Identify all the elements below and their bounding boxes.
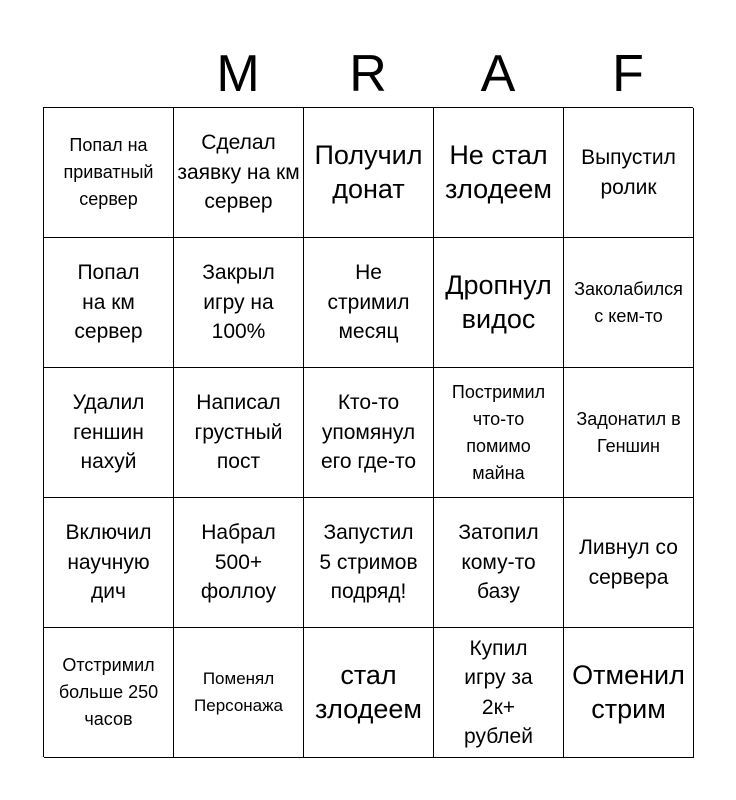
bingo-cell[interactable] <box>434 108 564 238</box>
header-letter-a: A <box>480 45 516 103</box>
cell-text: Заколабился с кем-то <box>574 278 683 326</box>
cell-text: Не стримил месяц <box>327 261 410 344</box>
bingo-cell[interactable] <box>434 368 564 498</box>
cell-text: Купил игру за 2к+ рублей <box>464 636 533 748</box>
bingo-cell[interactable] <box>434 238 564 368</box>
cell-text: Набрал 500+ фоллоу <box>200 521 277 604</box>
cell-text: Не стал злодеем <box>445 139 552 204</box>
cell-text: Отменил стрим <box>572 659 685 724</box>
bingo-cell[interactable] <box>434 498 564 628</box>
cell-text: Затопил кому-то базу <box>458 521 539 604</box>
header-letter-f: F <box>612 45 644 103</box>
bingo-board <box>43 107 693 757</box>
cell-text: Удалил геншин нахуй <box>72 391 145 474</box>
cell-text: Получил донат <box>314 139 423 204</box>
bingo-cell[interactable] <box>434 628 564 758</box>
cell-text: Кто-то упомянул его где-то <box>320 391 417 474</box>
bingo-cell[interactable] <box>174 368 304 498</box>
bingo-cell[interactable] <box>174 108 304 238</box>
cell-text: Ливнул со сервера <box>579 536 678 589</box>
bingo-cell[interactable] <box>44 368 174 498</box>
bingo-cell[interactable] <box>564 368 694 498</box>
cell-text: Сделал заявку на км сервер <box>177 131 300 214</box>
bingo-cell[interactable] <box>564 108 694 238</box>
header-letter-m: M <box>216 45 260 103</box>
bingo-cell[interactable] <box>564 238 694 368</box>
cell-text: стал злодеем <box>315 659 422 724</box>
cell-text: Поменял Персонажа <box>194 669 283 715</box>
cell-text: Дропнул видос <box>445 269 552 334</box>
bingo-cell[interactable] <box>564 498 694 628</box>
header-letter-r: R <box>349 45 387 103</box>
bingo-cell[interactable] <box>304 628 434 758</box>
bingo-cell[interactable] <box>174 628 304 758</box>
cell-text: Написал грустный пост <box>194 391 283 474</box>
cell-text: Попал на км сервер <box>74 261 143 344</box>
cell-text: Закрыл игру на 100% <box>202 261 275 344</box>
bingo-cell[interactable] <box>44 238 174 368</box>
cell-text: Выпустил ролик <box>581 146 676 199</box>
bingo-cell[interactable] <box>564 628 694 758</box>
bingo-cell[interactable] <box>44 628 174 758</box>
bingo-header <box>43 44 693 104</box>
bingo-cell[interactable] <box>304 498 434 628</box>
bingo-cell[interactable] <box>44 108 174 238</box>
bingo-cell[interactable] <box>44 498 174 628</box>
bingo-cell[interactable] <box>174 498 304 628</box>
cell-text: Задонатил в Геншин <box>576 408 681 456</box>
bingo-cell[interactable] <box>304 108 434 238</box>
cell-text: Отстримил больше 250 часов <box>58 655 159 729</box>
cell-text: Постримил что-то помимо майна <box>451 381 546 483</box>
cell-text: Включил научную дич <box>65 521 152 604</box>
bingo-cell[interactable] <box>174 238 304 368</box>
bingo-cell[interactable] <box>304 368 434 498</box>
bingo-cell[interactable] <box>304 238 434 368</box>
cell-text: Попал на приватный сервер <box>63 135 154 209</box>
cell-text: Запустил 5 стримов подряд! <box>319 521 418 604</box>
